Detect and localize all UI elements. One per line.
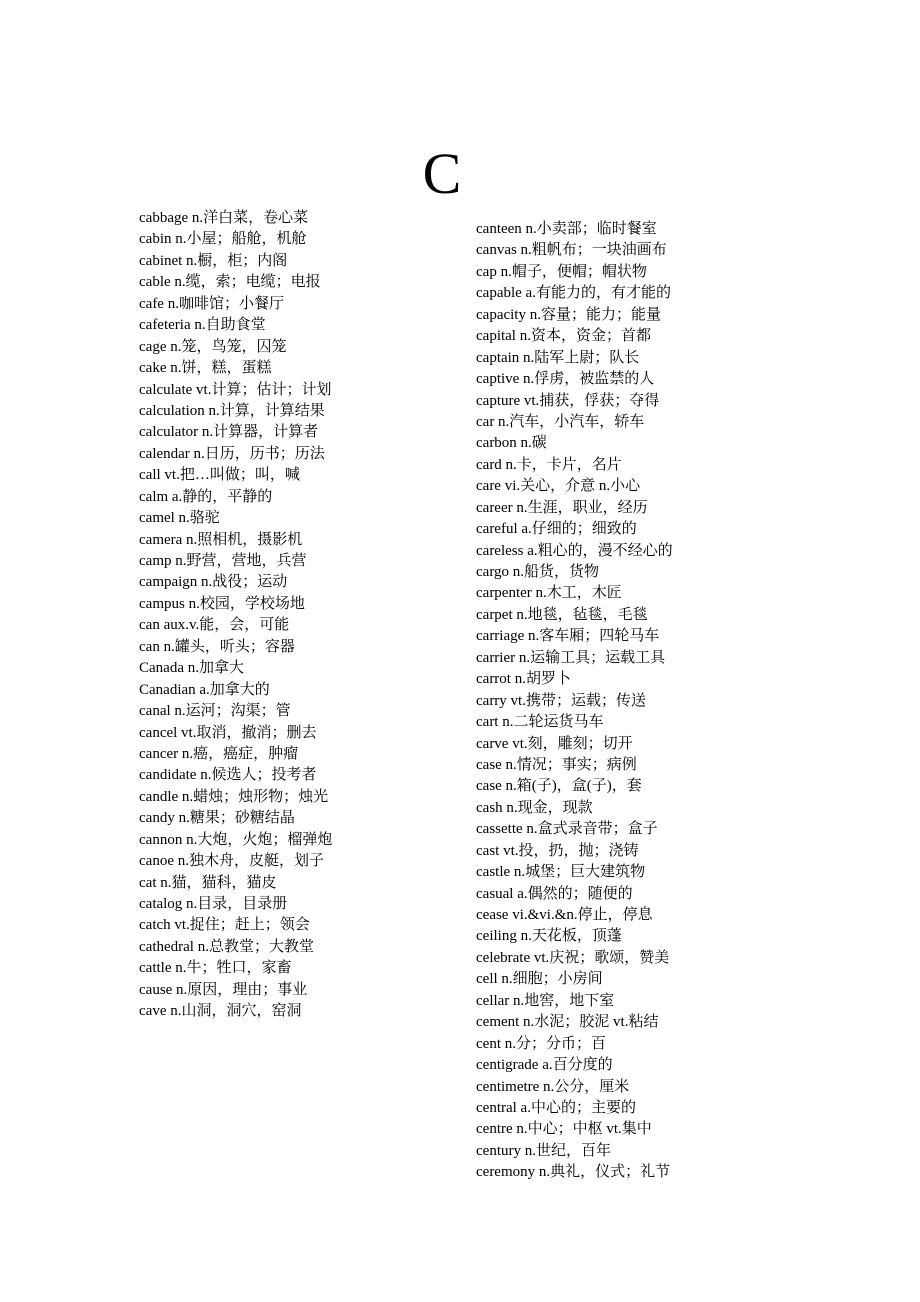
vocabulary-entry: cellar n.地窖，地下室 <box>476 992 615 1009</box>
vocabulary-entry: calendar n.日历，历书；历法 <box>139 445 325 462</box>
vocabulary-entry: camera n.照相机，摄影机 <box>139 531 303 548</box>
vocabulary-entry: cancel vt.取消，撤消；删去 <box>139 724 317 741</box>
vocabulary-entry: casual a.偶然的；随便的 <box>476 885 633 902</box>
vocabulary-entry: centigrade a.百分度的 <box>476 1057 613 1074</box>
vocabulary-entry: candle n.蜡烛；烛形物；烛光 <box>139 788 329 805</box>
vocabulary-entry: captain n.陆军上尉；队长 <box>476 349 640 366</box>
vocabulary-entry: cattle n.牛；牲口，家畜 <box>139 960 292 977</box>
vocabulary-entry: ceremony n.典礼，仪式；礼节 <box>476 1164 671 1181</box>
vocabulary-entry: captive n.俘虏，被监禁的人 <box>476 371 655 388</box>
vocabulary-entry: cake n.饼，糕，蛋糕 <box>139 360 272 377</box>
vocabulary-entry: cancer n.癌，癌症，肿瘤 <box>139 745 299 762</box>
vocabulary-entry: card n.卡，卡片，名片 <box>476 456 622 473</box>
vocabulary-entry: celebrate vt.庆祝；歌颂，赞美 <box>476 949 670 966</box>
vocabulary-entry: cease vi.&vi.&n.停止，停息 <box>476 907 653 923</box>
vocabulary-entry: case n.情况；事实；病例 <box>476 756 637 773</box>
vocabulary-entry: can aux.v.能，会，可能 <box>139 617 290 634</box>
vocabulary-entry: canvas n.粗帆布；一块油画布 <box>476 242 667 259</box>
vocabulary-entry: calculator n.计算器，计算者 <box>139 424 319 441</box>
vocabulary-entry: cable n.缆，索；电缆；电报 <box>139 274 321 291</box>
vocabulary-entry: call vt.把…叫做；叫，喊 <box>139 467 300 484</box>
vocabulary-entry: car n.汽车，小汽车，轿车 <box>476 413 645 430</box>
vocabulary-entry: cat n.猫，猫科，猫皮 <box>139 874 277 891</box>
vocabulary-entry: ceiling n.天花板，顶蓬 <box>476 928 622 945</box>
vocabulary-entry: capacity n.容量；能力；能量 <box>476 306 661 323</box>
vocabulary-entry: camel n.骆驼 <box>139 510 220 527</box>
vocabulary-entry: cafe n.咖啡馆；小餐厅 <box>139 295 284 312</box>
vocabulary-entry: campaign n.战役；运动 <box>139 574 288 591</box>
vocabulary-entry: castle n.城堡；巨大建筑物 <box>476 864 646 881</box>
vocabulary-entry: cassette n.盒式录音带；盒子 <box>476 821 658 838</box>
vocabulary-entry: capture vt.捕获，俘获；夺得 <box>476 392 660 409</box>
vocabulary-entry: cage n.笼，鸟笼，囚笼 <box>139 338 287 355</box>
vocabulary-entry: careless a.粗心的，漫不经心的 <box>476 542 673 559</box>
vocabulary-entry: carpenter n.木工，木匠 <box>476 585 622 602</box>
vocabulary-entry: centre n.中心；中枢 vt.集中 <box>476 1121 652 1138</box>
vocabulary-entry: cabbage n.洋白菜，卷心菜 <box>139 210 309 226</box>
vocabulary-entry: cart n.二轮运货马车 <box>476 714 604 731</box>
vocabulary-entry: capital n.资本，资金；首都 <box>476 328 651 345</box>
vocabulary-entry: carrier n.运输工具；运载工具 <box>476 649 666 666</box>
vocabulary-entry: cave n.山洞，洞穴，窑洞 <box>139 1003 302 1020</box>
vocabulary-entry: central a.中心的；主要的 <box>476 1099 636 1116</box>
vocabulary-entry: century n.世纪，百年 <box>476 1142 611 1159</box>
vocabulary-entry: Canadian a.加拿大的 <box>139 681 270 698</box>
vocabulary-entry: catch vt.捉住；赶上；领会 <box>139 917 310 934</box>
vocabulary-entry: carve vt.刻，雕刻；切开 <box>476 735 633 752</box>
vocabulary-entry: cargo n.船货，货物 <box>476 564 600 580</box>
section-letter-heading: C <box>422 141 462 206</box>
vocabulary-entry: carry vt.携带；运载；传送 <box>476 692 646 709</box>
vocabulary-entry: cement n.水泥；胶泥 vt.粘结 <box>476 1014 659 1031</box>
vocabulary-entry: canteen n.小卖部；临时餐室 <box>476 221 657 237</box>
vocabulary-entry: capable a.有能力的，有才能的 <box>476 285 671 302</box>
vocabulary-entry: case n.箱(子)，盒(子)，套 <box>476 778 642 795</box>
vocabulary-entry: candy n.糖果；砂糖结晶 <box>139 810 295 827</box>
vocabulary-entry: career n.生涯，职业，经历 <box>476 499 648 516</box>
vocabulary-entry: campus n.校园，学校场地 <box>139 595 305 612</box>
vocabulary-entry: calm a.静的，平静的 <box>139 488 273 505</box>
vocabulary-entry: candidate n.候选人；投考者 <box>139 767 317 784</box>
vocabulary-entry: cap n.帽子，便帽；帽状物 <box>476 263 647 280</box>
vocabulary-entry: cent n.分；分币；百 <box>476 1035 606 1052</box>
vocabulary-entry: cause n.原因，理由；事业 <box>139 981 308 998</box>
vocabulary-entry: Canada n.加拿大 <box>139 660 244 677</box>
vocabulary-entry: cabin n.小屋；船舱，机舱 <box>139 231 307 248</box>
vocabulary-entry: canoe n.独木舟，皮艇，划子 <box>139 853 324 870</box>
vocabulary-entry: carpet n.地毯，毡毯，毛毯 <box>476 606 648 623</box>
vocabulary-entry: catalog n.目录，目录册 <box>139 896 288 912</box>
vocabulary-entry: carbon n.碳 <box>476 435 547 452</box>
vocabulary-entry: cafeteria n.自助食堂 <box>139 317 266 334</box>
vocabulary-entry: carriage n.客车厢；四轮马车 <box>476 628 660 645</box>
vocabulary-entry: cabinet n.橱，柜；内阁 <box>139 252 288 269</box>
vocabulary-column-left <box>139 208 459 1023</box>
vocabulary-entry: cell n.细胞；小房间 <box>476 971 603 988</box>
vocabulary-column-right <box>476 219 816 1184</box>
vocabulary-entry: careful a.仔细的；细致的 <box>476 521 637 538</box>
vocabulary-entry: calculation n.计算，计算结果 <box>139 402 325 419</box>
vocabulary-entry: calculate vt.计算；估计；计划 <box>139 381 332 398</box>
vocabulary-entry: camp n.野营，营地，兵营 <box>139 553 307 569</box>
vocabulary-entry: care vi.关心，介意 n.小心 <box>476 478 641 495</box>
vocabulary-entry: can n.罐头，听头；容器 <box>139 638 295 655</box>
vocabulary-entry: cannon n.大炮，火炮；榴弹炮 <box>139 831 333 848</box>
vocabulary-entry: centimetre n.公分，厘米 <box>476 1078 630 1095</box>
vocabulary-entry: cathedral n.总教堂；大教堂 <box>139 938 314 955</box>
vocabulary-entry: cast vt.投，扔，抛；浇铸 <box>476 842 639 859</box>
vocabulary-entry: cash n.现金，现款 <box>476 799 593 816</box>
vocabulary-entry: canal n.运河；沟渠；管 <box>139 703 291 720</box>
vocabulary-entry: carrot n.胡罗卜 <box>476 671 571 688</box>
